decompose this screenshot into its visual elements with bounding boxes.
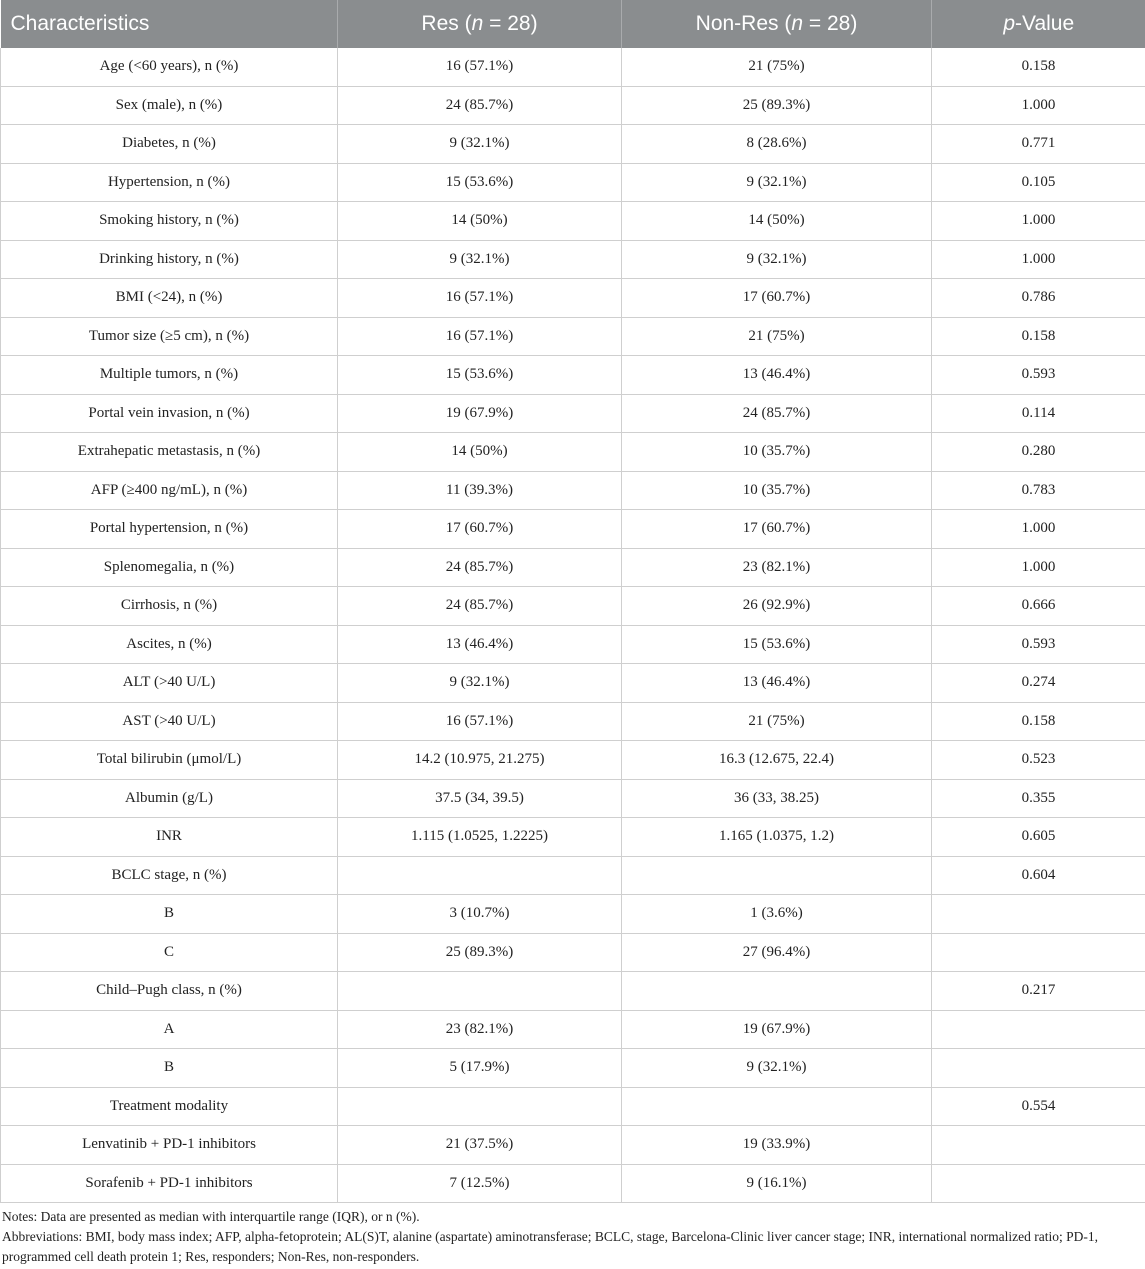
res-cell: 24 (85.7%) — [338, 548, 622, 587]
characteristic-cell: A — [1, 1010, 338, 1049]
table-row — [1, 317, 1145, 356]
nonres-cell — [622, 856, 932, 895]
res-cell: 16 (57.1%) — [338, 48, 622, 86]
pvalue-cell: 0.783 — [932, 471, 1145, 510]
table-row — [1, 664, 1145, 703]
header-nonres-suffix: = 28) — [803, 12, 858, 35]
characteristic-cell: Splenomegalia, n (%) — [1, 548, 338, 587]
pvalue-cell: 1.000 — [932, 548, 1145, 587]
table-row — [1, 1049, 1145, 1088]
characteristic-cell: Age (<60 years), n (%) — [1, 48, 338, 86]
pvalue-cell: 0.771 — [932, 125, 1145, 164]
pvalue-cell: 0.280 — [932, 433, 1145, 472]
table-row — [1, 548, 1145, 587]
nonres-cell: 13 (46.4%) — [622, 664, 932, 703]
table-row — [1, 779, 1145, 818]
characteristic-cell: Tumor size (≥5 cm), n (%) — [1, 317, 338, 356]
header-res-prefix: Res ( — [421, 12, 472, 35]
characteristic-cell: Drinking history, n (%) — [1, 240, 338, 279]
characteristic-cell: Cirrhosis, n (%) — [1, 587, 338, 626]
characteristic-cell: Smoking history, n (%) — [1, 202, 338, 241]
nonres-cell: 14 (50%) — [622, 202, 932, 241]
pvalue-cell: 0.158 — [932, 702, 1145, 741]
pvalue-cell — [932, 1164, 1145, 1203]
nonres-cell: 9 (32.1%) — [622, 163, 932, 202]
table-row — [1, 86, 1145, 125]
res-cell: 15 (53.6%) — [338, 163, 622, 202]
pvalue-cell: 0.786 — [932, 279, 1145, 318]
table-row — [1, 125, 1145, 164]
table-row — [1, 702, 1145, 741]
characteristic-cell: AFP (≥400 ng/mL), n (%) — [1, 471, 338, 510]
nonres-cell: 27 (96.4%) — [622, 933, 932, 972]
nonres-cell: 10 (35.7%) — [622, 433, 932, 472]
pvalue-cell: 1.000 — [932, 202, 1145, 241]
res-cell: 14 (50%) — [338, 433, 622, 472]
characteristic-cell: Diabetes, n (%) — [1, 125, 338, 164]
res-cell: 15 (53.6%) — [338, 356, 622, 395]
nonres-cell: 21 (75%) — [622, 317, 932, 356]
pvalue-cell: 0.158 — [932, 48, 1145, 86]
table-row — [1, 279, 1145, 318]
res-cell: 9 (32.1%) — [338, 664, 622, 703]
table-header-row — [1, 0, 1145, 48]
nonres-cell: 36 (33, 38.25) — [622, 779, 932, 818]
nonres-cell: 19 (33.9%) — [622, 1126, 932, 1165]
characteristic-cell: INR — [1, 818, 338, 857]
nonres-cell: 1.165 (1.0375, 1.2) — [622, 818, 932, 857]
res-cell: 21 (37.5%) — [338, 1126, 622, 1165]
pvalue-cell: 1.000 — [932, 240, 1145, 279]
table-row — [1, 625, 1145, 664]
res-cell: 24 (85.7%) — [338, 587, 622, 626]
res-cell — [338, 856, 622, 895]
nonres-cell: 19 (67.9%) — [622, 1010, 932, 1049]
res-cell: 14.2 (10.975, 21.275) — [338, 741, 622, 780]
characteristic-cell: Multiple tumors, n (%) — [1, 356, 338, 395]
table-row — [1, 394, 1145, 433]
res-cell: 17 (60.7%) — [338, 510, 622, 549]
table-row — [1, 895, 1145, 934]
res-cell: 19 (67.9%) — [338, 394, 622, 433]
res-cell: 9 (32.1%) — [338, 240, 622, 279]
characteristic-cell: Child–Pugh class, n (%) — [1, 972, 338, 1011]
pvalue-cell — [932, 1049, 1145, 1088]
nonres-cell — [622, 972, 932, 1011]
res-cell: 16 (57.1%) — [338, 702, 622, 741]
nonres-cell: 17 (60.7%) — [622, 510, 932, 549]
table-row — [1, 510, 1145, 549]
res-cell: 1.115 (1.0525, 1.2225) — [338, 818, 622, 857]
header-pvalue-suffix: -Value — [1015, 12, 1075, 35]
nonres-cell — [622, 1087, 932, 1126]
pvalue-cell: 0.355 — [932, 779, 1145, 818]
pvalue-cell: 0.593 — [932, 625, 1145, 664]
characteristic-cell: Treatment modality — [1, 1087, 338, 1126]
characteristic-cell: BMI (<24), n (%) — [1, 279, 338, 318]
nonres-cell: 13 (46.4%) — [622, 356, 932, 395]
res-cell: 5 (17.9%) — [338, 1049, 622, 1088]
table-body — [1, 48, 1145, 1203]
pvalue-cell: 0.593 — [932, 356, 1145, 395]
nonres-cell: 16.3 (12.675, 22.4) — [622, 741, 932, 780]
characteristic-cell: AST (>40 U/L) — [1, 702, 338, 741]
nonres-cell: 8 (28.6%) — [622, 125, 932, 164]
res-cell: 9 (32.1%) — [338, 125, 622, 164]
res-cell: 7 (12.5%) — [338, 1164, 622, 1203]
pvalue-cell: 1.000 — [932, 86, 1145, 125]
header-nonres-prefix: Non-Res ( — [695, 12, 792, 35]
res-cell: 11 (39.3%) — [338, 471, 622, 510]
pvalue-cell: 0.605 — [932, 818, 1145, 857]
res-cell: 3 (10.7%) — [338, 895, 622, 934]
header-res-suffix: = 28) — [483, 12, 538, 35]
pvalue-cell — [932, 933, 1145, 972]
header-pvalue-p: p — [1003, 12, 1016, 35]
res-cell: 24 (85.7%) — [338, 86, 622, 125]
table-row — [1, 240, 1145, 279]
pvalue-cell: 0.114 — [932, 394, 1145, 433]
table-row — [1, 202, 1145, 241]
nonres-cell: 24 (85.7%) — [622, 394, 932, 433]
res-cell: 16 (57.1%) — [338, 279, 622, 318]
characteristic-cell: Extrahepatic metastasis, n (%) — [1, 433, 338, 472]
header-nonres — [622, 0, 932, 48]
pvalue-cell: 0.604 — [932, 856, 1145, 895]
table-row — [1, 818, 1145, 857]
characteristic-cell: Sex (male), n (%) — [1, 86, 338, 125]
nonres-cell: 26 (92.9%) — [622, 587, 932, 626]
characteristic-cell: ALT (>40 U/L) — [1, 664, 338, 703]
table-row — [1, 1164, 1145, 1203]
nonres-cell: 9 (16.1%) — [622, 1164, 932, 1203]
pvalue-cell — [932, 1126, 1145, 1165]
table-row — [1, 1087, 1145, 1126]
pvalue-cell — [932, 1010, 1145, 1049]
characteristic-cell: B — [1, 895, 338, 934]
table-row — [1, 1126, 1145, 1165]
characteristic-cell: Hypertension, n (%) — [1, 163, 338, 202]
nonres-cell: 17 (60.7%) — [622, 279, 932, 318]
header-res — [338, 0, 622, 48]
notes-line: Notes: Data are presented as median with interquartile range (IQR), or n (%). — [2, 1209, 420, 1224]
nonres-cell: 9 (32.1%) — [622, 1049, 932, 1088]
table-row — [1, 972, 1145, 1011]
res-cell — [338, 972, 622, 1011]
characteristic-cell: Ascites, n (%) — [1, 625, 338, 664]
nonres-cell: 23 (82.1%) — [622, 548, 932, 587]
nonres-cell: 15 (53.6%) — [622, 625, 932, 664]
pvalue-cell: 1.000 — [932, 510, 1145, 549]
characteristic-cell: Portal hypertension, n (%) — [1, 510, 338, 549]
table-row — [1, 163, 1145, 202]
pvalue-cell: 0.554 — [932, 1087, 1145, 1126]
res-cell: 37.5 (34, 39.5) — [338, 779, 622, 818]
header-pvalue — [932, 0, 1145, 48]
header-nonres-n: n — [791, 12, 804, 35]
table-row — [1, 48, 1145, 86]
nonres-cell: 21 (75%) — [622, 702, 932, 741]
table-notes — [0, 1207, 1137, 1267]
res-cell: 16 (57.1%) — [338, 317, 622, 356]
pvalue-cell: 0.523 — [932, 741, 1145, 780]
characteristic-cell: Total bilirubin (μmol/L) — [1, 741, 338, 780]
characteristic-cell: Lenvatinib + PD-1 inhibitors — [1, 1126, 338, 1165]
res-cell: 13 (46.4%) — [338, 625, 622, 664]
abbreviations-line: Abbreviations: BMI, body mass index; AFP, alpha-fetoprotein; AL(S)T, alanine (aspartate) aminotransferase; BCLC, stage, Barcelona-Clinic liver cancer stage; INR, international normalized ratio; PD-1, programmed cell death protein 1; Res, responders; Non-Res, non-responders. — [2, 1229, 1098, 1264]
characteristic-cell: Albumin (g/L) — [1, 779, 338, 818]
characteristic-cell: B — [1, 1049, 338, 1088]
characteristic-cell: Sorafenib + PD-1 inhibitors — [1, 1164, 338, 1203]
pvalue-cell: 0.274 — [932, 664, 1145, 703]
nonres-cell: 1 (3.6%) — [622, 895, 932, 934]
res-cell: 14 (50%) — [338, 202, 622, 241]
nonres-cell: 9 (32.1%) — [622, 240, 932, 279]
table-row — [1, 471, 1145, 510]
table-row — [1, 433, 1145, 472]
res-cell — [338, 1087, 622, 1126]
characteristic-cell: Portal vein invasion, n (%) — [1, 394, 338, 433]
pvalue-cell: 0.158 — [932, 317, 1145, 356]
pvalue-cell: 0.666 — [932, 587, 1145, 626]
pvalue-cell — [932, 895, 1145, 934]
pvalue-cell: 0.105 — [932, 163, 1145, 202]
header-res-n: n — [471, 12, 484, 35]
table-row — [1, 587, 1145, 626]
table-row — [1, 856, 1145, 895]
table-row — [1, 1010, 1145, 1049]
nonres-cell: 21 (75%) — [622, 48, 932, 86]
header-characteristics: Characteristics — [1, 0, 338, 48]
res-cell: 25 (89.3%) — [338, 933, 622, 972]
res-cell: 23 (82.1%) — [338, 1010, 622, 1049]
pvalue-cell: 0.217 — [932, 972, 1145, 1011]
nonres-cell: 25 (89.3%) — [622, 86, 932, 125]
characteristic-cell: BCLC stage, n (%) — [1, 856, 338, 895]
table-row — [1, 933, 1145, 972]
characteristic-cell: C — [1, 933, 338, 972]
table-row — [1, 356, 1145, 395]
table-row — [1, 741, 1145, 780]
nonres-cell: 10 (35.7%) — [622, 471, 932, 510]
